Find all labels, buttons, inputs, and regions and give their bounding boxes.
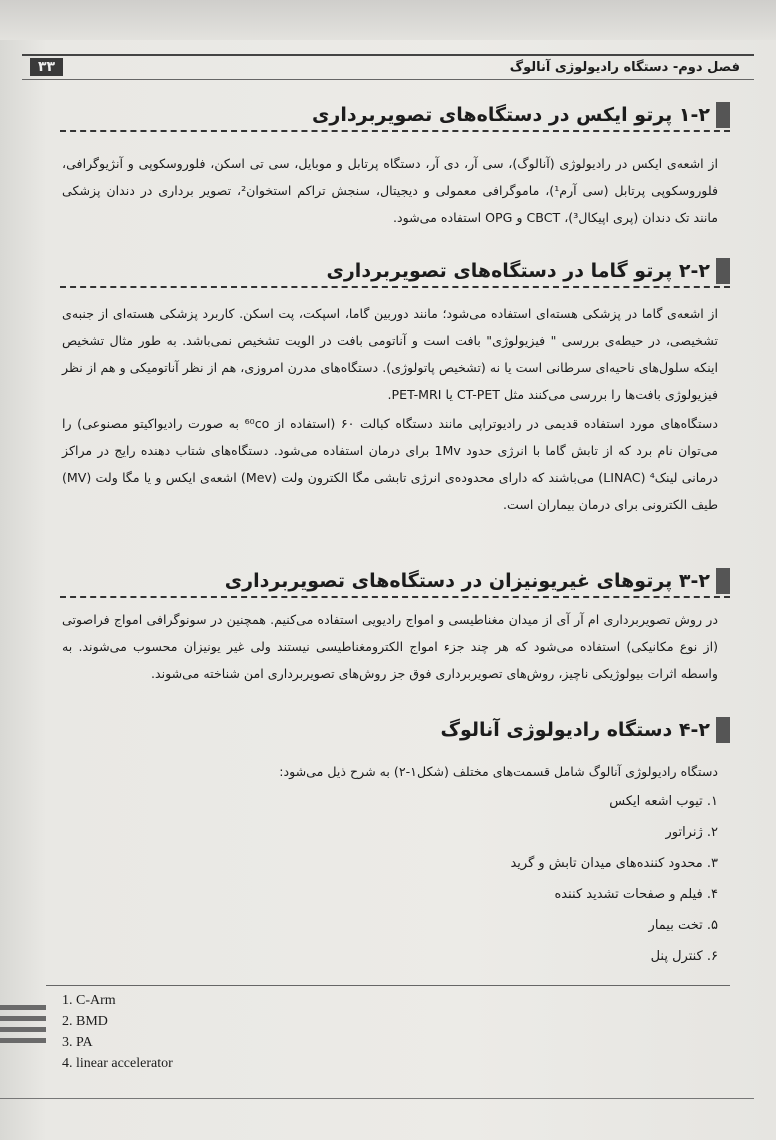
section-title: ۳-۲ پرتوهای غیریونیزان در دستگاه‌های تصویربرداری — [224, 570, 710, 592]
paragraph: از اشعه‌ی گاما در پزشکی هسته‌ای استفاده می‌شود؛ مانند دوربین گاما، اسپکت، پت اسکن. کاربرد پزشکی هسته‌ای از جنبه‌ی تشخیصی، در حیطه‌ی بررسی " فیزیولوژی" بافت است و آناتومی بافت در الویت تشخیص نمی‌باشد. به طور مثال تشخیص اینکه سلول‌های ناحیه‌ای سرطانی است یا نه (تشخیص پاتولوژی). دستگاه‌های مدرن امروزی، هم از نظر آناتومیکی و هم از نظر فیزیولوژی بافت‌ها را بررسی می‌کنند مثل CT-PET یا PET-MRI. — [62, 306, 718, 402]
footnotes — [62, 990, 173, 1074]
bottom-rule — [0, 1098, 754, 1099]
footnote: 3. PA — [62, 1035, 93, 1050]
section-marker — [716, 258, 730, 284]
list-item: ۶. کنترل پنل — [650, 949, 718, 964]
page-header — [22, 58, 746, 78]
section-dash-rule — [60, 130, 730, 132]
section-heading-1 — [60, 100, 730, 132]
section-title: ۲-۲ پرتو گاما در دستگاه‌های تصویربرداری — [326, 260, 710, 282]
section-heading-4 — [60, 715, 730, 745]
margin-bars — [0, 1005, 46, 1049]
section-marker — [716, 717, 730, 743]
running-title: فصل دوم- دستگاه رادیولوژی آنالوگ — [509, 60, 740, 75]
section-dash-rule — [60, 596, 730, 598]
paragraph: دستگاه رادیولوژی آنالوگ شامل قسمت‌های مختلف (شکل۱-۲) به شرح ذیل می‌شود: — [279, 764, 718, 779]
page-edge-shadow — [0, 0, 776, 40]
list-item: ۴. فیلم و صفحات تشدید کننده — [554, 887, 718, 902]
footnote: 2. BMD — [62, 1014, 108, 1029]
footnote: 4. linear accelerator — [62, 1056, 173, 1071]
header-underline — [22, 79, 754, 80]
section-title: ۴-۲ دستگاه رادیولوژی آنالوگ — [440, 719, 710, 741]
section-marker — [716, 568, 730, 594]
page-number: ۳۳ — [30, 58, 63, 76]
section-marker — [716, 102, 730, 128]
list-item: ۳. محدود کننده‌های میدان تابش و گرید — [510, 856, 718, 871]
footnote-rule — [46, 985, 730, 986]
header-rule — [22, 54, 754, 56]
paragraph: از اشعه‌ی ایکس در رادیولوژی (آنالوگ)، سی آر، دی آر، دستگاه پرتابل و موبایل، سی تی اسکن، فلوروسکوپی و آنژیوگرافی، فلوروسکوپی پرتابل (سی آرم¹)، ماموگرافی معمولی و دیجیتال، سنجش تراکم استخوان²، تصویر برداری در دندان پزشکی مانند تک دندان (پری اپیکال³)، CBCT و OPG استفاده می‌شود. — [62, 156, 719, 225]
section-title: ۱-۲ پرتو ایکس در دستگاه‌های تصویربرداری — [311, 104, 710, 126]
paragraph: دستگاه‌های مورد استفاده قدیمی در رادیوتراپی مانند دستگاه کبالت ۶۰ (استفاده از ⁶⁰co به صورت رادیواکیتو مصنوعی) را می‌توان نام برد که از تابش گاما با انرژی حدود 1Mv برای درمان استفاده می‌شود. دستگاه‌های شتاب دهنده رایج در مراکز درمانی لینک⁴ (LINAC) می‌باشند که دارای محدوده‌ی انرژی تابشی مگا الکترون ولت (Mev) اشعه‌ی ایکس و یا مگا ولت (MV) طیف الکترونی برای درمان بیماران است. — [62, 416, 718, 512]
section-heading-3 — [60, 566, 730, 598]
paragraph: در روش تصویربرداری ام آر آی از میدان مغناطیسی و امواج رادیویی استفاده می‌کنیم. همچنین در سونوگرافی امواج فراصوتی (از نوع مکانیکی) استفاده می‌شود که هر چند جزء امواج الکترومغناطیسی نیستند ولی غیر یونیزان محسوب می‌شوند. به واسطه اثرات بیولوژیکی ناچیز، روش‌های تصویربرداری فوق جز روش‌های تصویربرداری امن شناخته می‌شوند. — [62, 612, 718, 681]
list-item: ۲. ژنراتور — [665, 825, 718, 840]
list-item: ۵. تخت بیمار — [648, 918, 718, 933]
component-list — [62, 786, 718, 972]
section-heading-2 — [60, 256, 730, 288]
footnote: 1. C-Arm — [62, 993, 116, 1008]
list-item: ۱. تیوب اشعه ایکس — [609, 794, 718, 809]
section-dash-rule — [60, 286, 730, 288]
